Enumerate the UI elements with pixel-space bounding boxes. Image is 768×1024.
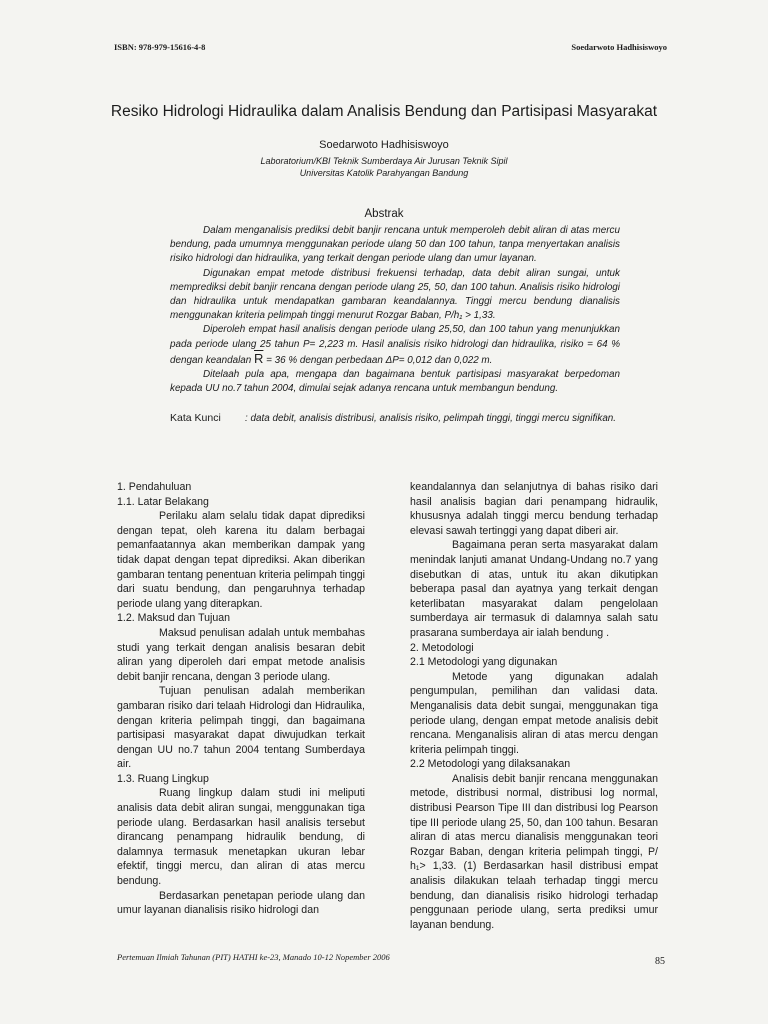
footer-conference: Pertemuan Ilmiah Tahunan (PIT) HATHI ke-23, Manado 10-12 Nopember 2006	[117, 952, 390, 962]
subsection-heading: 1.1. Latar Belakang	[117, 495, 209, 508]
right-column	[410, 480, 658, 932]
page-number: 85	[655, 956, 665, 967]
body-paragraph: Metode yang digunakan adalah pengumpulan, pemilihan dan validasi data. Menganalisis data debit sungai, menggunakan tiga periode ulang, dengan empat metode analisis debit rencana. Menganalisis aliran di atas mercu dengan kriteria pelimpah tinggi.	[410, 670, 658, 756]
subsection-heading: 2.2 Metodologi yang dilaksanakan	[410, 758, 571, 771]
keywords-label: Kata Kunci	[170, 412, 221, 424]
subsection-heading: 1.3. Ruang Lingkup	[117, 772, 209, 785]
keywords-value: : data debit, analisis distribusi, analisis risiko, pelimpah tinggi, tinggi mercu signifikan.	[245, 413, 617, 424]
affiliation	[0, 155, 768, 179]
reliability-symbol: $\overline{R}$	[254, 350, 264, 366]
paper-author: Soedarwoto Hadhisiswoyo	[319, 139, 449, 151]
affiliation-line-2: Universitas Katolik Parahyangan Bandung	[299, 168, 469, 178]
section-heading: 1. Pendahuluan	[117, 481, 192, 493]
abstract-paragraph: Ditelaah pula apa, mengapa dan bagaimana bentuk partisipasi masyarakat berpedoman kepada UU no.7 tahun 2004, dimulai sejak adanya rencana untuk membangun bendung.	[170, 369, 620, 395]
body-paragraph: Analisis debit banjir rencana menggunakan metode, distribusi normal, distribusi log normal, distribusi Pearson Tipe III dan distribusi log Pearson tipe III periode ulang 25, 50, dan 100 tahun. Besaran aliran di atas mercu dianalisis menggunakan teori Rozgar Baban, dengan kriteria pelimpah tinggi, P/ h₁> 1,33. (1) Berdasarkan hasil distribusi empat analisis dilakukan telaah terhadap tinggi mercu bendung, dan dianalisis risiko hidrologi terhadap penggunaan periode ulang, serta prediksi umur layanan bendung.	[410, 772, 658, 931]
subsection-heading: 2.1 Metodologi yang digunakan	[410, 656, 558, 669]
header-author: Soedarwoto Hadhisiswoyo	[571, 42, 667, 52]
abstract-paragraph	[170, 323, 620, 368]
body-paragraph: Ruang lingkup dalam studi ini meliputi analisis data debit aliran sungai, menggunakan tiga periode ulang. Berdasarkan hasil analisis tersebut dirancang penampang hidraulik bendung, di dalamnya termasuk menetapkan ukuran lebar efektif, tinggi mercu, dan aliran di atas mercu bendung.	[117, 787, 365, 888]
section-heading: 2. Metodologi	[410, 641, 474, 654]
subsection-heading: 1.2. Maksud dan Tujuan	[117, 612, 231, 625]
affiliation-line-1: Laboratorium/KBI Teknik Sumberdaya Air Jurusan Teknik Sipil	[260, 156, 508, 166]
abstract-text: = 36 % dengan perbedaan ΔP= 0,012 dan 0,022 m.	[263, 354, 493, 366]
left-column	[117, 480, 365, 918]
body-paragraph: keandalannya dan selanjutnya di bahas risiko dari hasil analisis bagian dari penampang hidraulik, khususnya adalah tinggi mercu bendung terhadap elevasi sawah tertinggi yang dapat diberi air.	[410, 481, 658, 537]
paper-title: Resiko Hidrologi Hidraulika dalam Analisis Bendung dan Partisipasi Masyarakat	[110, 103, 658, 120]
body-paragraph: Bagaimana peran serta masyarakat dalam menindak lanjuti amanat Undang-Undang no.7 yang disebutkan di atas, untuk itu akan dikutipkan beberapa pasal dan ayatnya yang terkait dengan keterlibatan masyarakat dalam pengelolaan sumberdaya air termasuk di dalamnya salah satu prasarana sumberdaya air ialah bendung .	[410, 539, 658, 639]
body-paragraph: Maksud penulisan adalah untuk membahas studi yang terkait dengan analisis besaran debit aliran yang diperoleh dari empat metode analisis debit banjir rencana, dengan 3 periode ulang.	[117, 626, 365, 683]
body-paragraph: Berdasarkan penetapan periode ulang dan umur layanan dianalisis risiko hidrologi dan	[117, 889, 365, 917]
abstract-paragraph: Digunakan empat metode distribusi frekuensi terhadap, data debit aliran sungai, untuk memprediksi debit banjir rencana dengan periode ulang 25, 50, dan 100 tahun. Analisis risiko hidrologi dan hidraulika untuk mendapatkan gambaran keandalannya. Tinggi mercu bendung dianalisis menggunakan kriteria pelimpah tinggi menurut Rozgar Baban, P/h₁ > 1,33.	[170, 267, 620, 322]
body-paragraph: Perilaku alam selalu tidak dapat diprediksi dengan tepat, oleh karena itu dalam berbagai pemanfaatannya akan memberikan dampak yang tidak dapat dengan tepat diprediksi. Akan diberikan gambaran tentang penentuan kriteria pelimpah tinggi dari suatu bendung, dan pengaruhnya terhadap periode ulang yang diterapkan.	[117, 510, 365, 610]
abstract-paragraph: Dalam menganalisis prediksi debit banjir rencana untuk memperoleh debit aliran di atas mercu bendung, pada umumnya menggunakan periode ulang 50 dan 100 tahun, tanpa menyertakan analisis risiko hidrologi dan hidraulika, yang terkait dengan periode ulang dan umur layanan.	[170, 225, 620, 265]
abstract-heading: Abstrak	[364, 208, 404, 220]
header-isbn: ISBN: 978-979-15616-4-8	[114, 42, 206, 52]
abstract-text: Diperoleh empat hasil analisis dengan periode ulang 25,50, dan 100 tahun yang menunjukkan pada periode ulang 25 tahun P= 2,223 m. Hasil analisis risiko hidrologi dan hidraulika, risiko = 64 % dengan keandalan	[170, 324, 620, 366]
abstract-body	[170, 224, 620, 396]
body-paragraph: Tujuan penulisan adalah memberikan gambaran risiko dari telaah Hidrologi dan Hidraulika, dengan kriteria pelimpah tinggi, dan bagaimana partisipasi masyarakat dapat diwujudkan terkait dengan UU no.7 tahun 2004 tentang Sumberdaya air.	[117, 685, 365, 771]
keywords	[170, 412, 640, 425]
